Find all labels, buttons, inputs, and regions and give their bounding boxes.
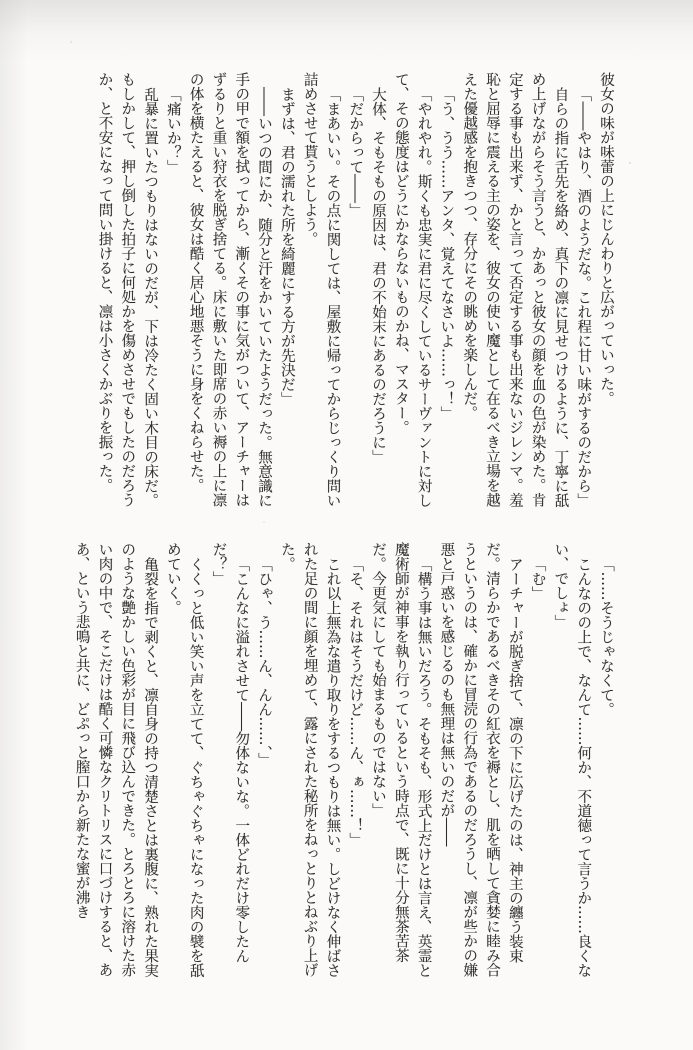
paragraph: 大体、そもそもの原因は、君の不始末にあるのだろうに」 [370,86,387,464]
paragraph: 「……そうじゃなくて。 [598,556,614,716]
scan-speckles [0,0,2,2]
paragraph: こんなのの上で、なんて……何か、不道徳って言うか……良くない、でしょ」 [552,542,592,977]
text-block-top [93,72,617,513]
paragraph: アーチャーが脱ぎ捨て、凛の下に広げたのは、神主の纏う装束だ。清らかであるべきその紅衣を褥とし、肌を晒して貪婪に睦み合うというのは、確かに冒涜の行為であるのだろうし、凛が些かの嫌悪と戸惑いを感じるのも無理は無いのだが―― [438,542,523,977]
paragraph: ――いつの間にか、随分と汗をかいていたようだった。無意識に手の甲で額を拭ってから、漸くその事に気がついて、アーチャーはずるりと重い狩衣を脱ぎ捨てる。床に敷いた即席の赤い褥の上に凛の体を横たえると、彼女は酷く居心地悪そうに身をくねらせた。 [187,72,273,507]
paragraph: 亀裂を指で剥くと、凛自身の持つ清楚さとは裏腹に、熟れた果実のような艶かしい色彩が目に飛び込んできた。とろとろに溶けた赤い肉の中で、そこだけは酷く可憐なクリトリスに口づけすると、ああ、という悲鳴と共に、どぷっと膣口から新たな蜜が沸き [73,542,159,977]
paragraph: 「やれやれ。斯くも忠実に君に尽くしているサーヴァントに対して、その態度はどうにかならないものかね、マスター。 [392,72,432,507]
paragraph: 自らの指に舌先を絡め、真下の凛に見せつけるように、丁寧に舐め上げながらそう言うと、かあっと彼女の顔を血の色が染めた。肯定する事も出来ず、かと言って否定する事も出来ないジレンマ。羞恥と屈辱に震える主の姿を、彼女の使い魔として在るべき立場を越えた優越感を抱きつつ、存分にその眺めを楽しんだ。 [461,72,569,507]
paragraph: 「だからって――」 [347,86,364,217]
text-block-bottom [70,542,617,983]
paragraph: 乱暴に置いたつもりはないのだが、下は冷たく固い木目の床だ。もしかして、押し倒した拍子に何処かを傷めさせでもしたのだろうか、と不安になって問い掛けると、凛は小さくかぶりを振った。 [96,72,159,507]
paragraph: 「う、うう……アンタ、覚えてなさいよ……っ！」 [438,86,455,420]
paragraph: 「む」 [529,556,546,600]
paragraph: くくっと低い笑い声を立てて、ぐちゃぐちゃになった肉の襞を舐めていく。 [164,542,204,977]
paragraph: 「そ、それはそうだけど……ん、ぁ……！」 [347,556,364,847]
paragraph: 「――やはり、酒のようだな。これ程に甘い味がするのだから」 [575,86,592,507]
paragraph: まずは、君の濡れた所を綺麗にする方が先決だ」 [278,86,295,406]
paragraph: 「痛いか？」 [164,86,181,174]
paragraph: 「まあいい。その点に関しては、屋敷に帰ってからじっくり問い詰めさせて貰うとしよう。 [301,72,341,507]
paragraph: 「ひゃ、う……ん、んん……、」 [256,556,273,767]
paragraph: 「こんなに溢れさせて――勿体ないな。一体どれだけ零したんだ？」 [210,542,250,963]
paragraph: これ以上無為な遣り取りをするつもりは無い。しどけなく伸ばされた足の間に顔を埋めて、露にされた秘所をねっとりとねぶり上げた。 [278,542,341,977]
paragraph: 彼女の味が味蕾の上にじんわりと広がっていった。 [598,72,614,406]
paragraph: 「構う事は無いだろう。そもそも、形式上だけとは言え、英霊と魔術師が神事を執り行っているという時点で、既に十分無茶苦茶だ。今更気にしても始まるものではない」 [370,542,432,977]
